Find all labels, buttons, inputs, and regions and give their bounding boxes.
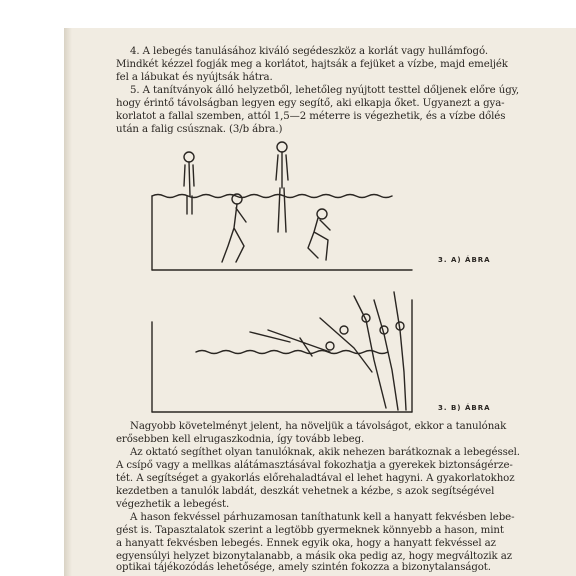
text-line: A hason fekvéssel párhuzamosan taníthatunk kell a hanyatt fekvésben lebe- xyxy=(130,512,515,523)
text-line: 4. A lebegés tanulásához kiváló segédeszköz a korlát vagy hullámfogó. xyxy=(130,46,488,57)
text-line: gést is. Tapasztalatok szerint a legtöbb gyermeknek könnyebb a hason, mint xyxy=(116,525,504,536)
text-line: fel a lábukat és nyújtsák hátra. xyxy=(116,72,273,83)
text-line: a hanyatt fekvésben lebegés. Ennek egyik oka, hogy a hanyatt fekvéssel az xyxy=(116,538,496,549)
text-line: Az oktató segíthet olyan tanulóknak, akik nehezen barátkoznak a lebegéssel. xyxy=(130,447,520,458)
text-line: Nagyobb követelményt jelent, ha növeljük a távolságot, ekkor a tanulónak xyxy=(130,421,507,432)
text-line: korlatot a fallal szemben, attól 1,5—2 méterre is végezhetik, és a vízbe dőlés xyxy=(116,111,506,122)
figure-b-caption: 3. B) ÁBRA xyxy=(438,404,491,412)
text-line: 5. A tanítványok álló helyzetből, lehetőleg nyújtott testtel dőljenek előre úgy, xyxy=(130,85,520,96)
text-line: kezdetben a tanulók labdát, deszkát vehetnek a kézbe, s azok segítségével xyxy=(116,486,495,497)
text-line: A csípő vagy a mellkas alátámasztásával fokozhatja a gyerekek biztonságérze- xyxy=(116,460,513,471)
text-line: egyensúlyi helyzet bizonytalanabb, a másik oka pedig az, hogy megváltozik az xyxy=(116,551,512,562)
text-line: tét. A segítséget a gyakorlás előrehaladtával el lehet hagyni. A gyakorlatokhoz xyxy=(116,473,515,484)
text-line: optikai tájékozódás lehetősége, amely szintén fokozza a bizonytalanságot. xyxy=(116,562,491,573)
text-line: után a falig csúsznak. (3/b ábra.) xyxy=(116,124,283,135)
text-line: végezhetik a lebegést. xyxy=(116,499,230,510)
text-line: hogy érintő távolságban legyen egy segítő, aki elkapja őket. Ugyanezt a gya- xyxy=(116,98,505,109)
text-line: Mindkét kézzel fogják meg a korlátot, hajtsák a fejüket a vízbe, majd emeljék xyxy=(116,59,508,70)
figure-a-caption: 3. A) ÁBRA xyxy=(438,256,491,264)
text-line: erősebben kell elrugaszkodnia, így tovább lebeg. xyxy=(116,434,365,445)
